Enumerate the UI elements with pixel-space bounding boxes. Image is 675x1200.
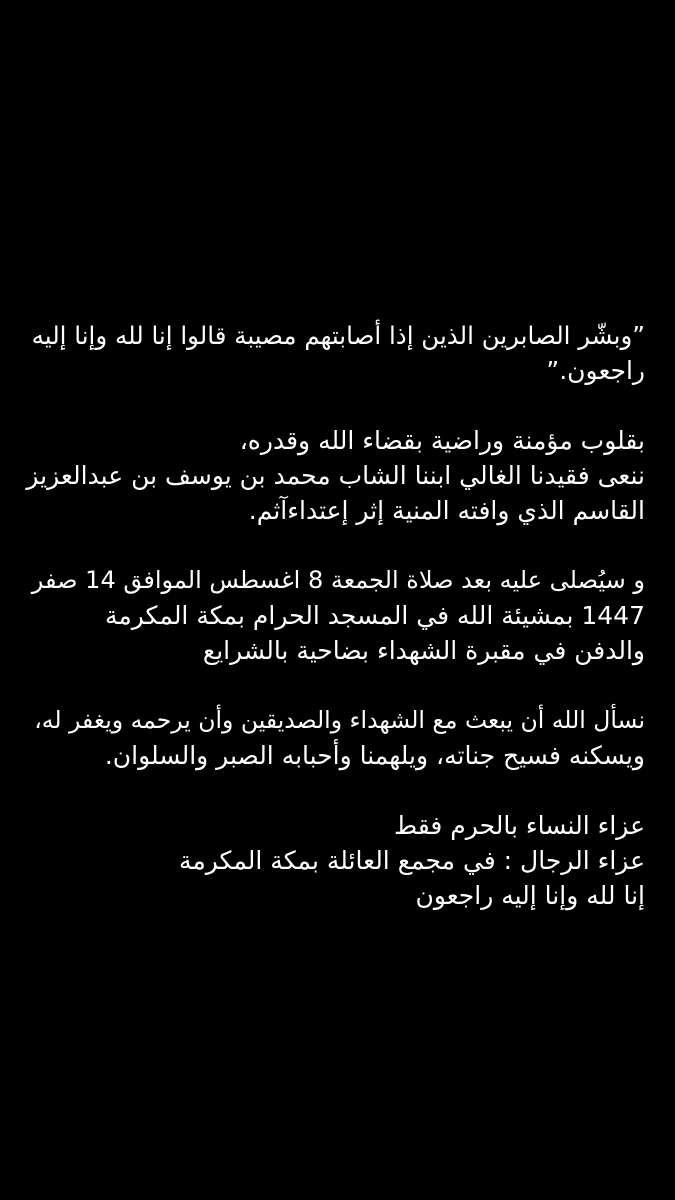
text-line: ننعى فقيدنا الغالي ابننا الشاب محمد بن يوسف بن عبدالعزيز xyxy=(26,461,645,490)
text-line: ويسكنه فسيح جناته، ويلهمنا وأحبابه الصبر والسلوان. xyxy=(104,741,645,770)
announcement-paragraph xyxy=(25,423,645,528)
text-line: ”وبشّر الصابرين الذين إذا أصابتهم مصيبة قالوا إنا لله وإنا إليه xyxy=(31,321,645,350)
condolence-info-paragraph xyxy=(25,808,645,913)
text-line: والدفن في مقبرة الشهداء بضاحية بالشرايع xyxy=(202,636,645,665)
text-line: عزاء الرجال : في مجمع العائلة بمكة المكرمة xyxy=(178,846,645,875)
text-line: القاسم الذي وافته المنية إثر إعتداءآثم. xyxy=(248,496,645,525)
text-line: بقلوب مؤمنة وراضية بقضاء الله وقدره، xyxy=(239,426,645,455)
text-line: 1447 بمشيئة الله في المسجد الحرام بمكة المكرمة xyxy=(104,601,645,630)
text-line: نسأل الله أن يبعث مع الشهداء والصديقين وأن يرحمه ويغفر له، xyxy=(34,706,645,734)
text-line: إنا لله وإنا إليه راجعون xyxy=(415,881,645,910)
text-line: و سيُصلى عليه بعد صلاة الجمعة 8 اغسطس الموافق 14 صفر xyxy=(31,566,645,594)
text-line: راجعون.” xyxy=(546,356,645,385)
condolence-text-block xyxy=(25,318,645,913)
quran-verse-paragraph xyxy=(25,318,645,388)
text-line: عزاء النساء بالحرم فقط xyxy=(394,811,645,840)
funeral-prayer-paragraph xyxy=(25,563,645,668)
prayer-paragraph xyxy=(25,703,645,773)
